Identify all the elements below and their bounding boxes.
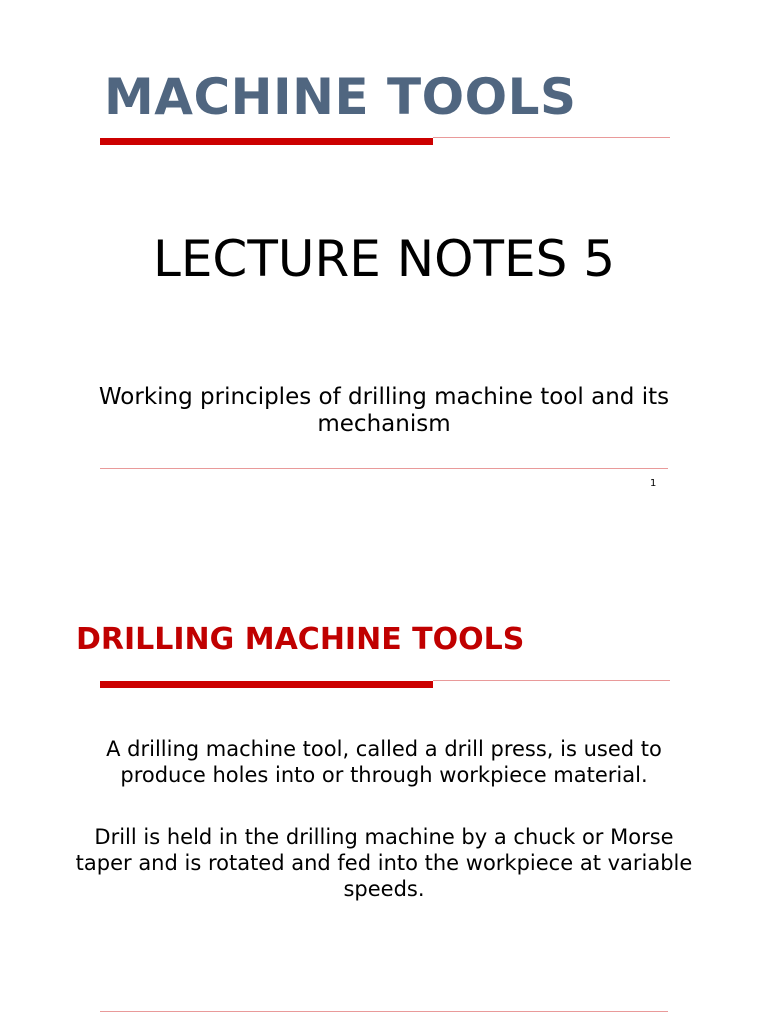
- body-paragraph: Drill is held in the drilling machine by a chuck or Morse taper and is rotated and fed into the workpiece at variable speeds.: [75, 825, 693, 901]
- title-thin-rule: [433, 137, 670, 138]
- title-accent-rule: [100, 681, 433, 688]
- slide-title: MACHINE TOOLS: [104, 68, 577, 126]
- footer-rule: [100, 1011, 668, 1012]
- footer-rule: [100, 468, 668, 469]
- title-thin-rule: [433, 680, 670, 681]
- lecture-heading: LECTURE NOTES 5: [152, 230, 616, 288]
- body-paragraph: A drilling machine tool, called a drill press, is used to produce holes into or through workpiece material.: [106, 737, 662, 787]
- slide-2: [0, 560, 768, 1024]
- slide-subtitle: Working principles of drilling machine tool and its mechanism: [98, 384, 670, 437]
- slide-title: DRILLING MACHINE TOOLS: [76, 622, 525, 657]
- page-number: 1: [650, 478, 657, 489]
- slide-1: [0, 0, 768, 510]
- title-accent-rule: [100, 138, 433, 145]
